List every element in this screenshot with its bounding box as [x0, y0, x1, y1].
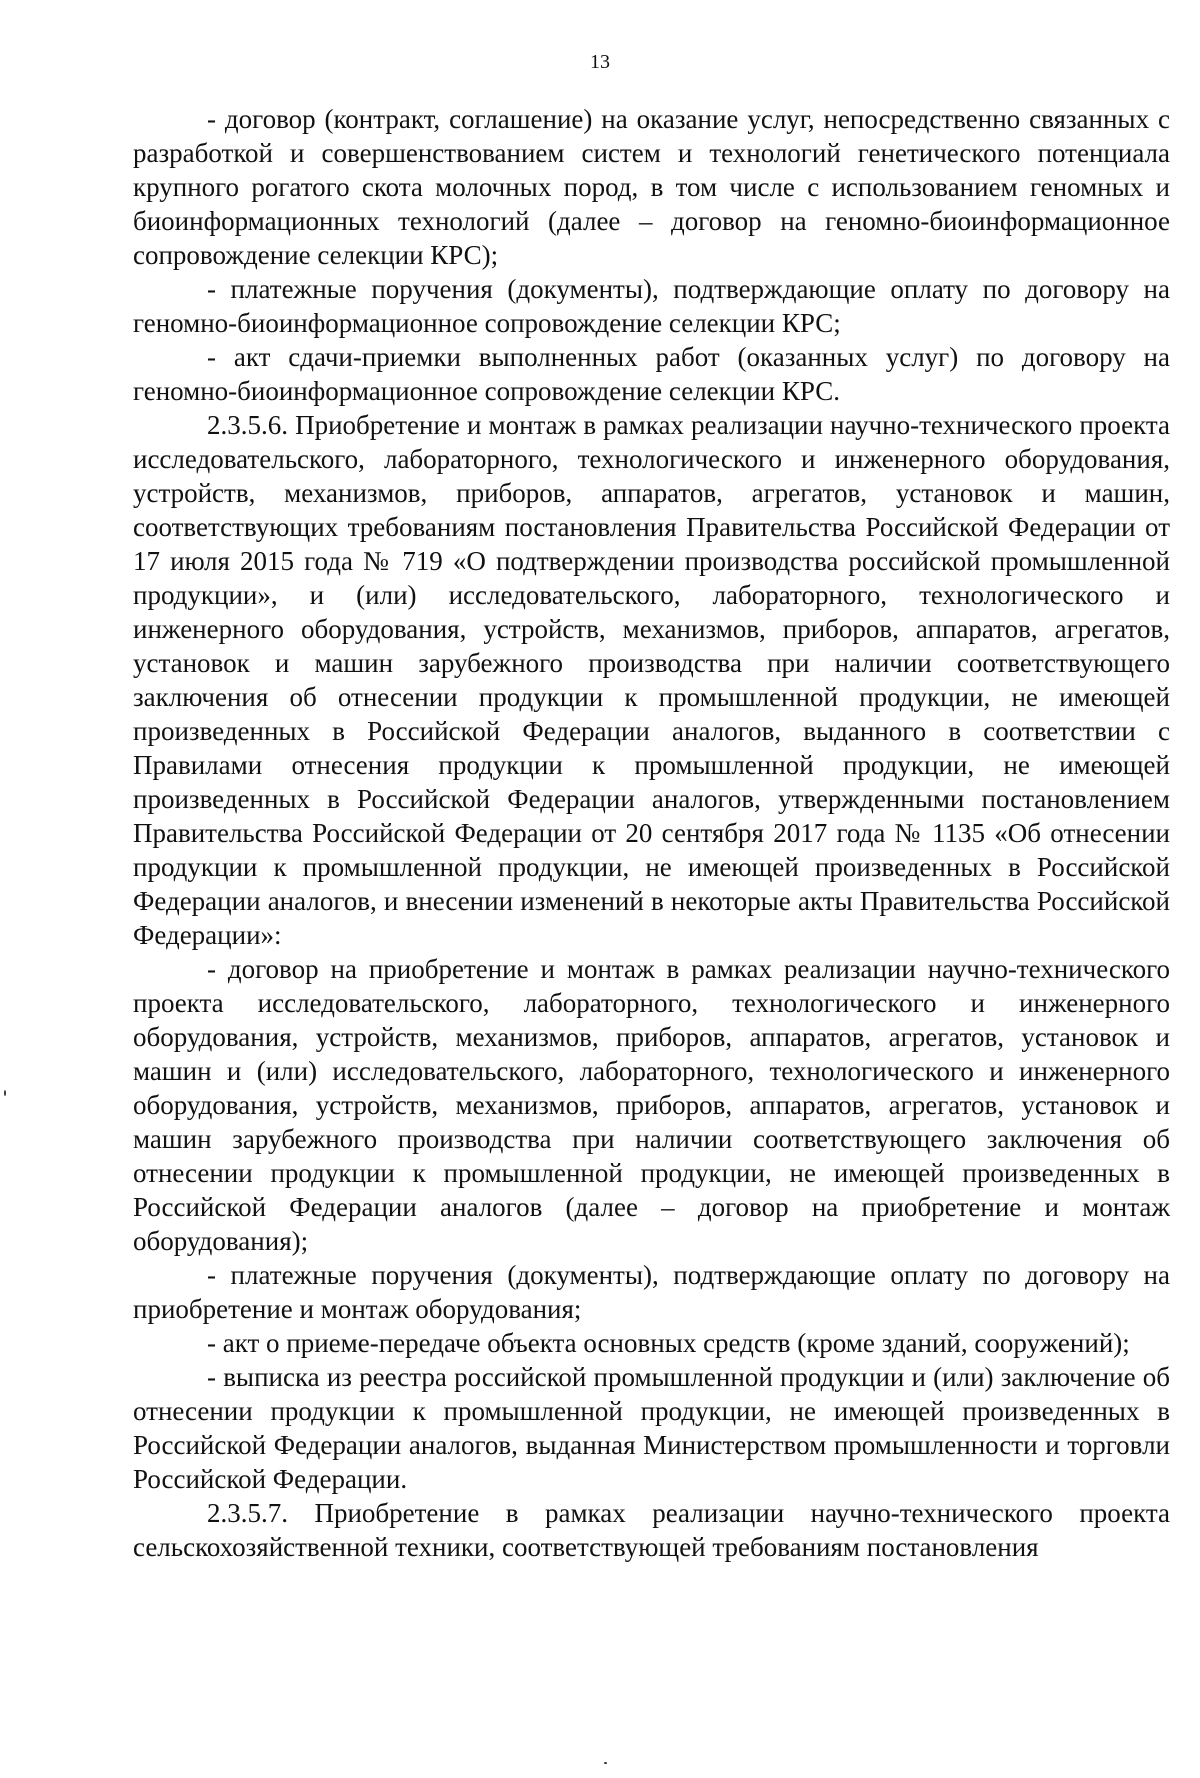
paragraph-section-2-3-5-7: 2.3.5.7. Приобретение в рамках реализации научно-технического проекта сельскохозяйственной техники, соответствующей требованиям постановления: [133, 1498, 1170, 1562]
scan-speck: [4, 1090, 6, 1096]
paragraph-registry-extract: - выписка из реестра российской промышленной продукции и (или) заключение об отнесении продукции к промышленной продукции, не имеющей произведенных в Российской Федерации аналогов, выданная Министерством промышленности и торговли Российской Федерации.: [133, 1362, 1170, 1494]
paragraph-equipment-payment-orders: - платежные поручения (документы), подтверждающие оплату по договору на приобретение и монтаж оборудования;: [133, 1260, 1170, 1324]
page-number: 13: [590, 51, 610, 73]
paragraph-section-2-3-5-6: 2.3.5.6. Приобретение и монтаж в рамках реализации научно-технического проекта исследовательского, лабораторного, технологического и инженерного оборудования, устройств, механизмов, приборов, аппаратов, агрегатов, установок и машин, соответствующих требованиям постановления Правительства Российской Федерации от 17 июля 2015 года № 719 «О подтверждении производства российской промышленной продукции», и (или) исследовательского, лабораторного, технологического и инженерного оборудования, устройств, механизмов, приборов, аппаратов, агрегатов, установок и машин зарубежного производства при наличии соответствующего заключения об отнесении продукции к промышленной продукции, не имеющей произведенных в Российской Федерации аналогов, выданного в соответствии с Правилами отнесения продукции к промышленной продукции, не имеющей произведенных в Российской Федерации аналогов, утвержденными постановлением Правительства Российской Федерации от 20 сентября 2017 года № 1135 «Об отнесении продукции к промышленной продукции, не имеющей произведенных в Российской Федерации аналогов, и внесении изменений в некоторые акты Правительства Российской Федерации»:: [133, 410, 1170, 950]
document-body: [133, 102, 1170, 1564]
paragraph-genomic-acceptance-act: - акт сдачи-приемки выполненных работ (оказанных услуг) по договору на геномно-биоинформационное сопровождение селекции КРС.: [133, 342, 1170, 406]
paragraph-fixed-assets-act: - акт о приеме-передаче объекта основных средств (кроме зданий, сооружений);: [207, 1328, 1130, 1358]
paragraph-genomic-contract: - договор (контракт, соглашение) на оказание услуг, непосредственно связанных с разработкой и совершенствованием систем и технологий генетического потенциала крупного рогатого скота молочных пород, в том числе с использованием геномных и биоинформационных технологий (далее – договор на геномно-биоинформационное сопровождение селекции КРС);: [133, 104, 1170, 270]
paragraph-genomic-payment-orders: - платежные поручения (документы), подтверждающие оплату по договору на геномно-биоинформационное сопровождение селекции КРС;: [133, 274, 1170, 338]
paragraph-equipment-contract: - договор на приобретение и монтаж в рамках реализации научно-технического проекта исследовательского, лабораторного, технологического и инженерного оборудования, устройств, механизмов, приборов, аппаратов, агрегатов, установок и машин и (или) исследовательского, лабораторного, технологического и инженерного оборудования, устройств, механизмов, приборов, аппаратов, агрегатов, установок и машин зарубежного производства при наличии соответствующего заключения об отнесении продукции к промышленной продукции, не имеющей произведенных в Российской Федерации аналогов (далее – договор на приобретение и монтаж оборудования);: [133, 954, 1170, 1256]
scan-speck: [604, 1762, 607, 1764]
